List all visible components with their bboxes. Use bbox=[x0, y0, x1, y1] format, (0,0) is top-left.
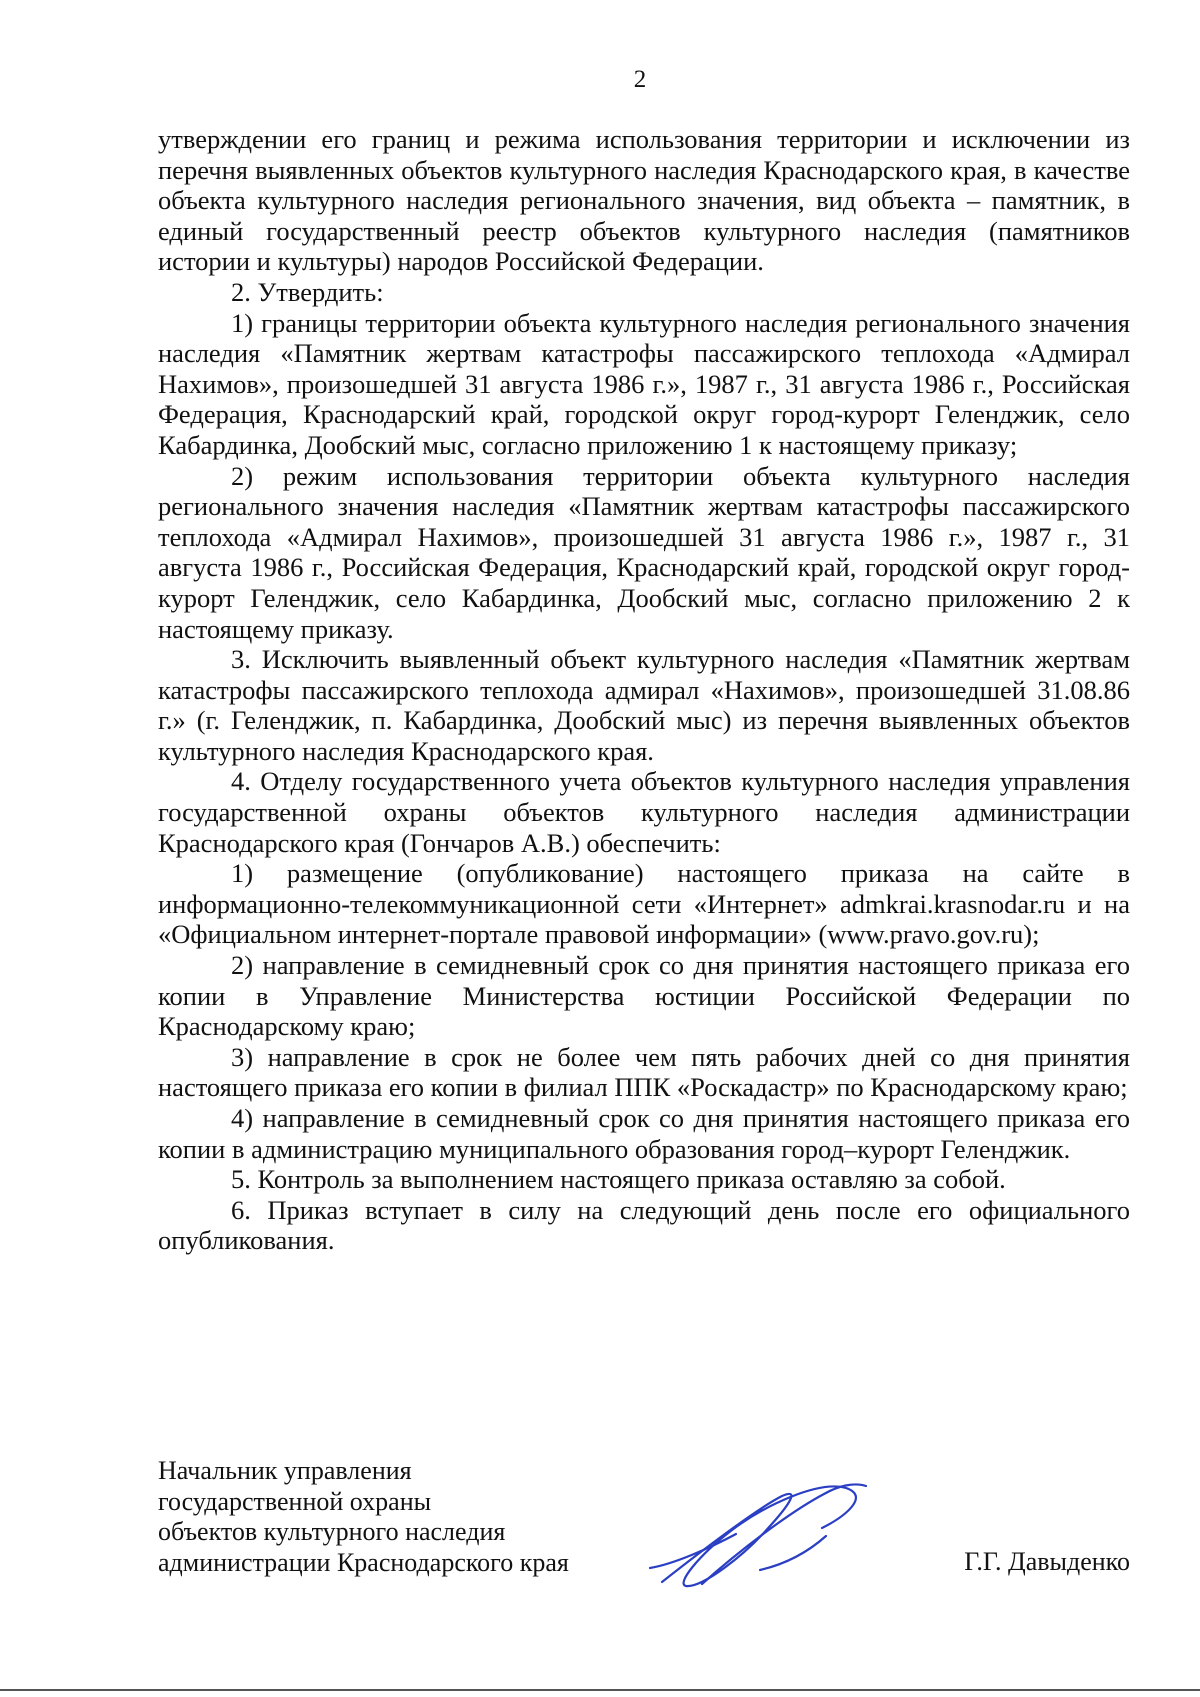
paragraph: 1) границы территории объекта культурного наследия регионального значения наследия «Памятник жертвам катастрофы пассажирского теплохода «Адмирал Нахимов», произошедшей 31 августа 1986 г.», 1987 г., 31 августа 1986 г., Российская Федерация, Краснодарский край, городской округ город-курорт Геленджик, село Кабардинка, Дообский мыс, согласно приложению 1 к настоящему приказу; bbox=[158, 307, 1130, 460]
signature-title-block bbox=[158, 1456, 569, 1578]
paragraph: 4) направление в семидневный срок со дня принятия настоящего приказа его копии в администрацию муниципального образования город–курорт Геленджик. bbox=[158, 1103, 1130, 1164]
paragraph: 2. Утвердить: bbox=[231, 276, 384, 307]
page-bottom-rule bbox=[0, 1689, 1200, 1691]
signature-title-line: Начальник управления bbox=[158, 1456, 412, 1485]
page-number: 2 bbox=[633, 66, 647, 93]
paragraph: 2) направление в семидневный срок со дня принятия настоящего приказа его копии в Управление Министерства юстиции Российской Федерации по Краснодарскому краю; bbox=[158, 950, 1130, 1042]
paragraph: 6. Приказ вступает в силу на следующий день после его официального опубликования. bbox=[158, 1194, 1130, 1256]
paragraph: 3) направление в срок не более чем пять рабочих дней со дня принятия настоящего приказа его копии в филиал ППК «Роскадастр» по Краснодарскому краю; bbox=[158, 1041, 1130, 1103]
signature-strokes bbox=[650, 1484, 866, 1586]
document-body bbox=[158, 124, 1130, 1256]
signature-title-line: государственной охраны bbox=[158, 1486, 432, 1516]
paragraph: утверждении его границ и режима использования территории и исключении из перечня выявленных объектов культурного наследия Краснодарского края, в качестве объекта культурного наследия регионального значения, вид объекта – памятник, в единый государственный реестр объектов культурного наследия (памятников истории и культуры) народов Российской Федерации. bbox=[158, 124, 1130, 277]
handwritten-signature bbox=[640, 1470, 880, 1600]
signature-title-line: объектов культурного наследия bbox=[158, 1517, 506, 1546]
signer-name: Г.Г. Давыденко bbox=[964, 1547, 1130, 1576]
paragraph: 1) размещение (опубликование) настоящего приказа на сайте в информационно-телекоммуникационной сети «Интернет» admkrai.krasnodar.ru и на «Официальном интернет-портале правовой информации» (www.pravo.gov.ru); bbox=[158, 858, 1130, 950]
paragraph: 2) режим использования территории объекта культурного наследия регионального значения наследия «Памятник жертвам катастрофы пассажирского теплохода «Адмирал Нахимов», произошедшей 31 августа 1986 г.», 1987 г., 31 августа 1986 г., Российская Федерация, Краснодарский край, городской округ город-курорт Геленджик, село Кабардинка, Дообский мыс, согласно приложению 2 к настоящему приказу. bbox=[158, 460, 1130, 644]
signature-title-line: администрации Краснодарского края bbox=[158, 1547, 569, 1577]
paragraph: 4. Отделу государственного учета объектов культурного наследия управления государственной охраны объектов культурного наследия администрации Краснодарского края (Гончаров А.В.) обеспечить: bbox=[158, 766, 1130, 858]
paragraph: 5. Контроль за выполнением настоящего приказа оставляю за собой. bbox=[231, 1164, 1006, 1195]
paragraph: 3. Исключить выявленный объект культурного наследия «Памятник жертвам катастрофы пассажирского теплохода адмирал «Нахимов», произошедшей 31.08.86 г.» (г. Геленджик, п. Кабардинка, Дообский мыс) из перечня выявленных объектов культурного наследия Краснодарского края. bbox=[158, 644, 1130, 766]
